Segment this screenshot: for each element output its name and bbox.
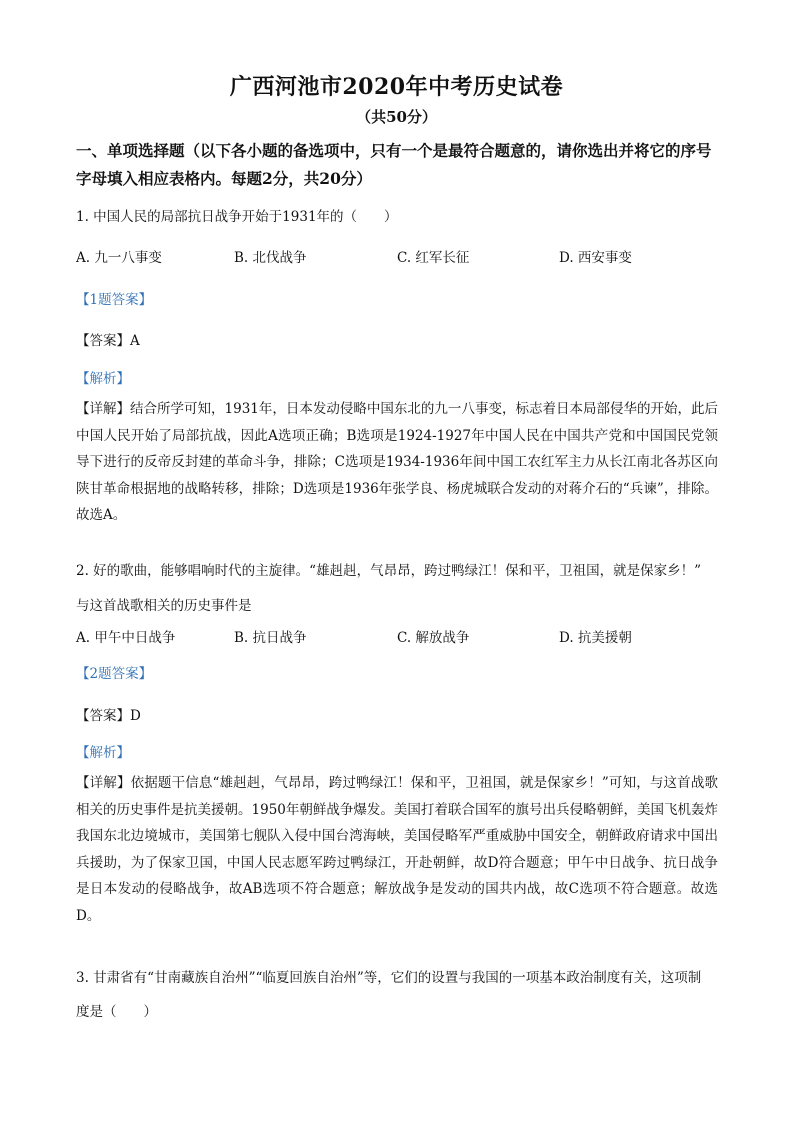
q1-option-c: C. 红军长征 xyxy=(397,250,470,266)
q2-option-d: D. 抗美援朝 xyxy=(559,630,632,646)
q1-option-b: B. 北伐战争 xyxy=(234,250,307,266)
q1-option-d: D. 西安事变 xyxy=(559,250,632,266)
q2-answer: 【答案】D xyxy=(76,708,141,724)
q2-detail: 【详解】依据题干信息“雄赳赳，气昂昂，跨过鸭绿江！保和平，卫祖国，就是保家乡！”可知，与这首战歌相关的历史事件是抗美援朝。1950年朝鲜战争爆发。美国打着联合国军的旗号出兵侵略朝鲜，美国飞机轰炸我国东北边境城市，美国第七舰队入侵中国台湾海峡，美国侵略军严重威胁中国安全，朝鲜政府请求中国出兵援助，为了保家卫国，中国人民志愿军跨过鸭绿江，开赴朝鲜，故D符合题意；甲午中日战争、抗日战争是日本发动的侵略战争，故AB选项不符合题意；解放战争是发动的国共内战，故C选项不符合题意。故选D。 xyxy=(76,775,718,924)
q1-option-a: A. 九一八事变 xyxy=(76,250,162,266)
page-subtitle: （共50分） xyxy=(356,108,437,126)
q2-option-c: C. 解放战争 xyxy=(397,630,470,646)
q1-analysis-label: 【解析】 xyxy=(76,371,130,387)
q2-option-b: B. 抗日战争 xyxy=(234,630,307,646)
q1-answer-header: 【1题答案】 xyxy=(76,292,153,308)
q2-option-a: A. 甲午中日战争 xyxy=(76,630,176,646)
q2-answer-header: 【2题答案】 xyxy=(76,666,153,682)
question-3-stem-line2: 度是（ ） xyxy=(76,1004,157,1020)
question-3-stem-line1: 3. 甘肃省有“甘南藏族自治州”“临夏回族自治州”等，它们的设置与我国的一项基本政治制度有关，这项制 xyxy=(76,970,702,986)
question-1-stem: 1. 中国人民的局部抗日战争开始于1931年的（ ） xyxy=(76,209,398,225)
question-2-stem-line1: 2. 好的歌曲，能够唱响时代的主旋律。“雄赳赳，气昂昂，跨过鸭绿江！保和平，卫祖国，就是保家乡！” xyxy=(76,563,701,579)
q2-analysis-label: 【解析】 xyxy=(76,745,130,761)
question-2-stem-line2: 与这首战歌相关的历史事件是 xyxy=(76,598,252,614)
page-title: 广西河池市2020年中考历史试卷 xyxy=(229,74,564,100)
q1-detail: 【详解】结合所学可知，1931年，日本发动侵略中国东北的九一八事变，标志着日本局部侵华的开始，此后中国人民开始了局部抗战，因此A选项正确；B选项是1924-1927年中国人民在中国共产党和中国国民党领导下进行的反帝反封建的革命斗争，排除；C选项是1934-1936年间中国工农红军主力从长江南北各苏区向陕甘革命根据地的战略转移，排除；D选项是1936年张学良、杨虎城联合发动的对蒋介石的“兵谏”，排除。故选A。 xyxy=(76,401,718,523)
q1-answer: 【答案】A xyxy=(76,333,140,349)
section-heading: 一、单项选择题（以下各小题的备选项中，只有一个是最符合题意的，请你选出并将它的序号字母填入相应表格内。每题2分，共20分） xyxy=(76,141,712,188)
